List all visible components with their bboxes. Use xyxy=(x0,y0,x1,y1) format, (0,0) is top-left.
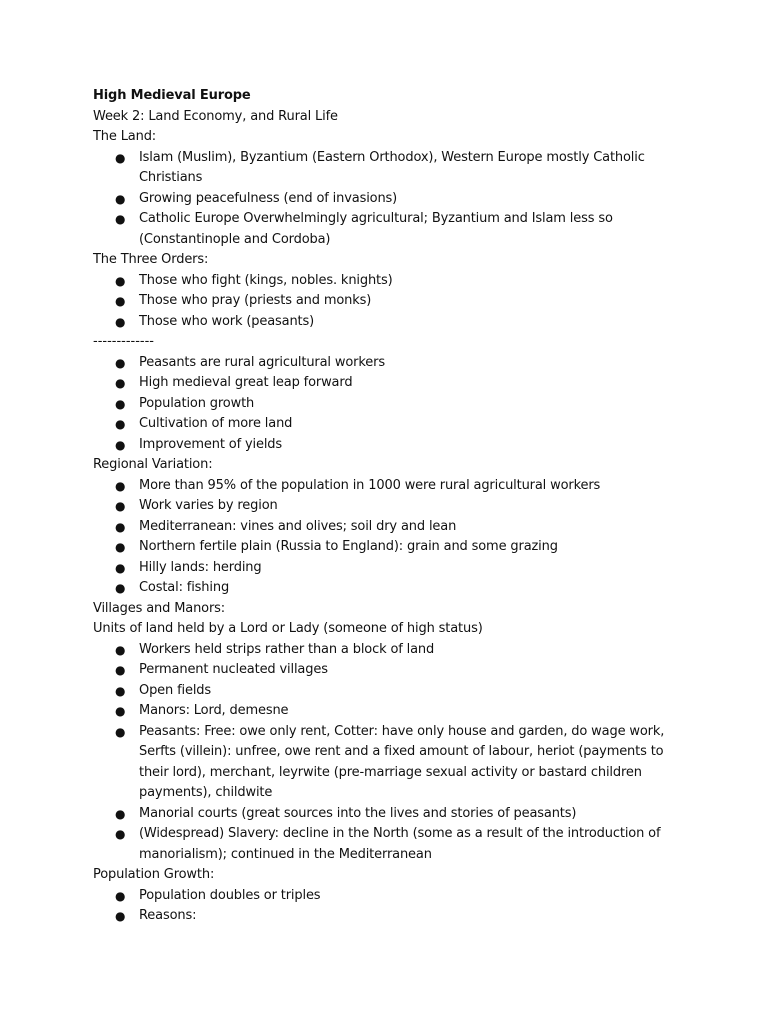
list-item xyxy=(93,537,673,558)
section-heading: Villages and Manors: xyxy=(93,600,226,616)
list-item xyxy=(93,886,673,907)
list-item-text: (Widespread) Slavery: decline in the North (some as a result of the introduction of manorialism); continued in the Mediterranean xyxy=(139,826,661,862)
list-item-text: Growing peacefulness (end of invasions) xyxy=(139,190,398,206)
list-item-text: Manorial courts (great sources into the lives and stories of peasants) xyxy=(139,805,577,821)
bullet-icon: ● xyxy=(115,396,126,411)
bullet-icon: ● xyxy=(115,827,126,841)
list-item-text: Permanent nucleated villages xyxy=(139,662,328,677)
list-item xyxy=(93,804,673,825)
document-title: High Medieval Europe xyxy=(93,88,251,103)
bullet-icon: ● xyxy=(115,355,126,370)
bullet-icon: ● xyxy=(115,519,126,534)
list-item xyxy=(93,578,673,599)
list-item xyxy=(93,640,673,661)
bullet-icon: ● xyxy=(115,437,126,452)
bullet-list xyxy=(93,148,673,251)
list-item-text: Catholic Europe Overwhelmingly agricultural; Byzantium and Islam less so (Constantinople and Cordoba) xyxy=(139,211,613,247)
list-item-text: Improvement of yields xyxy=(139,436,283,452)
list-item xyxy=(93,414,673,435)
list-item-text: Hilly lands: herding xyxy=(139,559,262,575)
bullet-icon: ● xyxy=(115,417,126,431)
document-page xyxy=(93,86,673,927)
section-villages-and-manors xyxy=(93,599,673,866)
bullet-icon: ● xyxy=(115,376,126,390)
section-population-growth xyxy=(93,865,673,927)
section-heading: The Land: xyxy=(93,129,157,144)
list-item-text: More than 95% of the population in 1000 were rural agricultural workers xyxy=(139,477,601,493)
bullet-icon: ● xyxy=(115,273,126,288)
list-item xyxy=(93,373,673,394)
list-item-text: High medieval great leap forward xyxy=(139,375,353,390)
bullet-list xyxy=(93,353,673,456)
list-item xyxy=(93,824,673,865)
list-item xyxy=(93,435,673,456)
bullet-list xyxy=(93,886,673,927)
list-item xyxy=(93,660,673,681)
list-item-text: Work varies by region xyxy=(139,498,278,513)
bullet-icon: ● xyxy=(115,642,126,657)
bullet-icon: ● xyxy=(115,560,126,575)
bullet-list xyxy=(93,271,673,333)
bullet-icon: ● xyxy=(115,540,126,554)
list-item-text: Islam (Muslim), Byzantium (Eastern Orthodox), Western Europe mostly Catholic Christians xyxy=(139,149,645,185)
list-item xyxy=(93,701,673,722)
list-item xyxy=(93,476,673,497)
list-item-text: Those who pray (priests and monks) xyxy=(139,293,372,308)
list-item-text: Those who fight (kings, nobles. knights) xyxy=(139,272,393,288)
list-item-text: Those who work (peasants) xyxy=(139,313,315,329)
separator-dashes: ------------- xyxy=(93,334,154,349)
list-item xyxy=(93,496,673,517)
section-heading: The Three Orders: xyxy=(93,252,209,267)
bullet-icon: ● xyxy=(115,212,126,226)
list-item xyxy=(93,148,673,189)
bullet-icon: ● xyxy=(115,314,126,329)
list-item-text: Peasants: Free: owe only rent, Cotter: have only house and garden, do wage work, Serfts (villein): unfree, owe rent and a fixed amount of labour, heriot (payments to their lord), merchant, leyrwite (pre-marriage sexual activity or bastard children payments), childwite xyxy=(139,723,665,800)
list-item-text-continued: Christians xyxy=(139,170,203,185)
list-item xyxy=(93,906,673,927)
list-item-text: Cultivation of more land xyxy=(139,416,293,431)
section-regional-variation xyxy=(93,455,673,599)
list-item xyxy=(93,722,673,804)
bullet-icon: ● xyxy=(115,294,126,308)
list-item xyxy=(93,209,673,250)
section-heading: Regional Variation: xyxy=(93,457,213,472)
list-item-text: Reasons: xyxy=(139,908,197,923)
list-item xyxy=(93,394,673,415)
list-item xyxy=(93,558,673,579)
section-subheading: Units of land held by a Lord or Lady (someone of high status) xyxy=(93,621,483,636)
list-item xyxy=(93,271,673,292)
section-separator xyxy=(93,332,673,455)
section-three-orders xyxy=(93,250,673,332)
bullet-icon: ● xyxy=(115,663,126,677)
list-item xyxy=(93,312,673,333)
document-subtitle: Week 2: Land Economy, and Rural Life xyxy=(93,108,338,124)
bullet-icon: ● xyxy=(115,909,126,923)
list-item-text: Manors: Lord, demesne xyxy=(139,703,289,718)
bullet-list xyxy=(93,476,673,599)
bullet-icon: ● xyxy=(115,683,126,698)
bullet-icon: ● xyxy=(115,191,126,206)
list-item xyxy=(93,291,673,312)
list-item-text: Open fields xyxy=(139,682,212,698)
section-heading: Population Growth: xyxy=(93,867,215,882)
bullet-list xyxy=(93,640,673,866)
list-item xyxy=(93,353,673,374)
bullet-icon: ● xyxy=(115,581,126,595)
list-item xyxy=(93,681,673,702)
list-item-text: Population doubles or triples xyxy=(139,887,321,903)
bullet-icon: ● xyxy=(115,150,126,165)
list-item-text: Mediterranean: vines and olives; soil dry and lean xyxy=(139,518,457,534)
bullet-icon: ● xyxy=(115,806,126,821)
list-item-text: Peasants are rural agricultural workers xyxy=(139,354,385,370)
list-item-text: Workers held strips rather than a block of land xyxy=(139,641,435,657)
list-item-text: Northern fertile plain (Russia to England): grain and some grazing xyxy=(139,539,558,554)
bullet-icon: ● xyxy=(115,704,126,718)
list-item xyxy=(93,189,673,210)
list-item xyxy=(93,517,673,538)
bullet-icon: ● xyxy=(115,478,126,493)
list-item-text: Costal: fishing xyxy=(139,580,230,595)
bullet-icon: ● xyxy=(115,888,126,903)
bullet-icon: ● xyxy=(115,724,126,739)
list-item-text: Population growth xyxy=(139,395,255,411)
section-the-land xyxy=(93,127,673,250)
bullet-icon: ● xyxy=(115,499,126,513)
